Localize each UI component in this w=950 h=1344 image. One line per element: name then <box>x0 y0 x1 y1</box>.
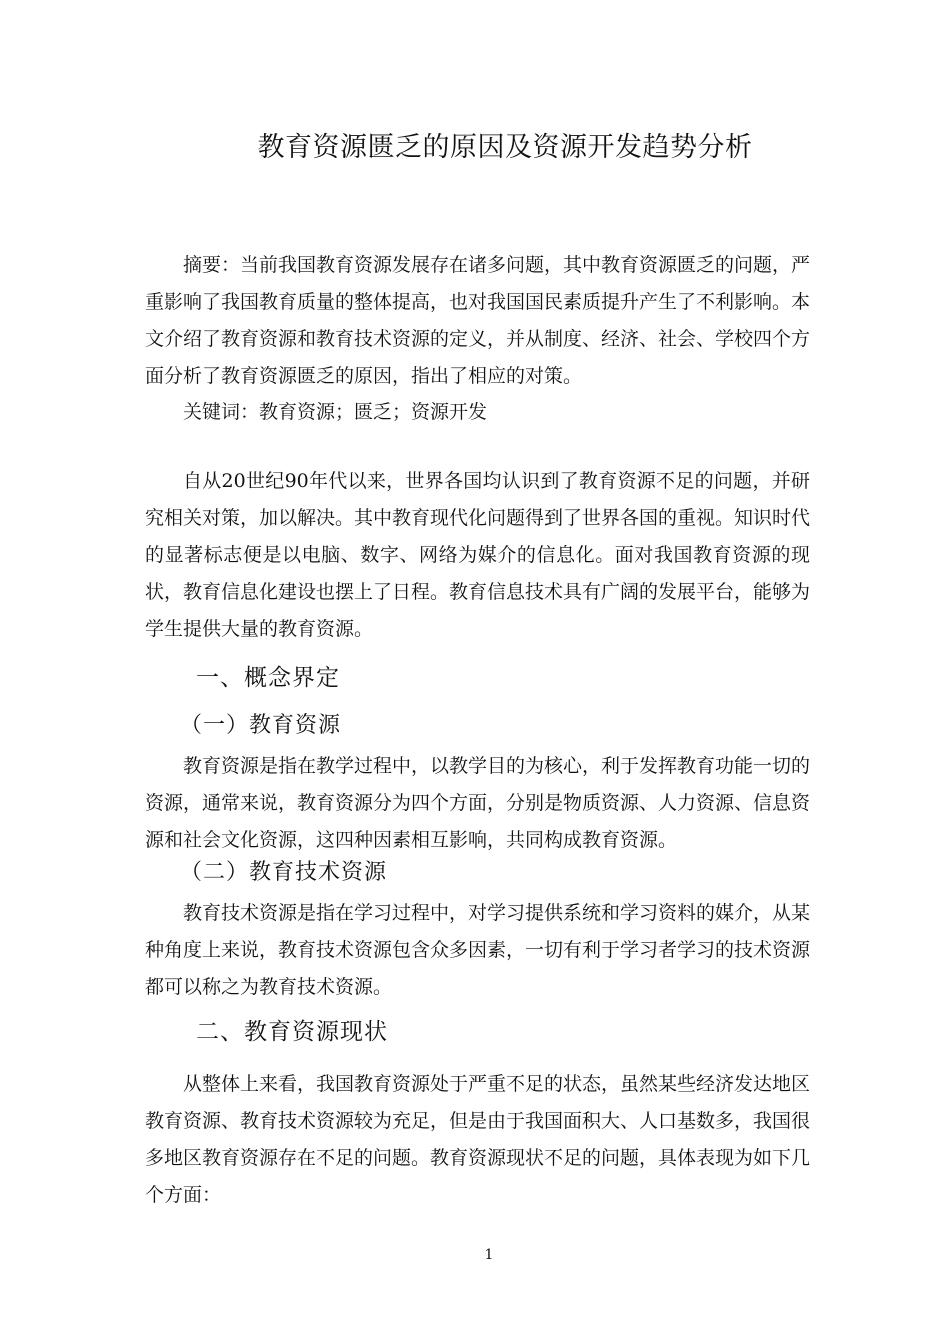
keywords-line: 关键词：教育资源；匮乏；资源开发 <box>183 401 488 423</box>
section-1-heading: 一、概念界定 <box>196 665 340 691</box>
subsection-1-2-heading: （二）教育技术资源 <box>180 860 388 885</box>
abstract-paragraph: 摘要：当前我国教育资源发展存在诸多问题，其中教育资源匮乏的问题，严重影响了我国教育质量的整体提高，也对我国国民素质提升产生了不利影响。本文介绍了教育资源和教育技术资源的定义，并从制度、经济、社会、学校四个方面分析了教育资源匮乏的原因，指出了相应的对策。 <box>145 254 811 387</box>
page-number: 1 <box>484 1247 494 1263</box>
section-2-heading: 二、教育资源现状 <box>196 1019 388 1045</box>
intro-paragraph: 自从20世纪90年代以来，世界各国均认识到了教育资源不足的问题，并研究相关对策，加以解决。其中教育现代化问题得到了世界各国的重视。知识时代的显著标志便是以电脑、数字、网络为媒介的信息化。面对我国教育资源的现状，教育信息化建设也摆上了日程。教育信息技术具有广阔的发展平台，能够为学生提供大量的教育资源。 <box>145 470 811 640</box>
section-2-paragraph: 从整体上来看，我国教育资源处于严重不足的状态，虽然某些经济发达地区教育资源、教育技术资源较为充足，但是由于我国面积大、人口基数多，我国很多地区教育资源存在不足的问题。教育资源现状不足的问题，具体表现为如下几个方面： <box>145 1073 811 1206</box>
document-title: 教育资源匮乏的原因及资源开发趋势分析 <box>257 132 753 163</box>
subsection-1-1-paragraph: 教育资源是指在教学过程中，以教学目的为核心，利于发挥教育功能一切的资源，通常来说，教育资源分为四个方面，分别是物质资源、人力资源、信息资源和社会文化资源，这四种因素相互影响，共同构成教育资源。 <box>145 755 811 851</box>
subsection-1-2-paragraph: 教育技术资源是指在学习过程中，对学习提供系统和学习资料的媒介，从某种角度上来说，教育技术资源包含众多因素，一切有利于学习者学习的技术资源都可以称之为教育技术资源。 <box>145 902 811 998</box>
subsection-1-1-heading: （一）教育资源 <box>180 713 342 738</box>
